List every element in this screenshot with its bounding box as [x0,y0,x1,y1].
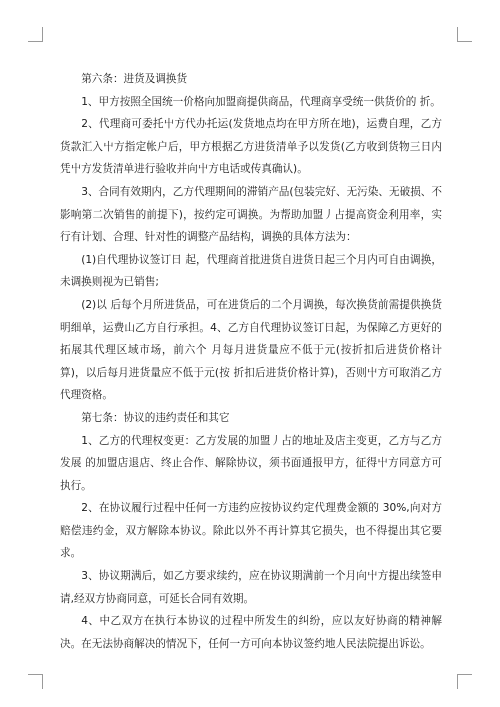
paragraph-7-4-disputes: 4、中乙双方在执行本协议的过程中所发生的纠纷，应以友好协商的精神解决。在无法协商解决的情况下，任何一方可向本协议签约地人民法院提出诉讼。 [60,615,442,650]
paragraph-6-3-exchange: 3、合同有效期内，乙方代理期间的滞销产品(包装完好、无污染、无破损、不 影响第二次销售的前提下)，按约定可调换。为帮助加盟丿占提高资金利用率，实行有计划、合理、针对性的调整产品结构，调换的具体方法为： [60,185,442,244]
paragraph-6-1-pricing: 1、甲方按照全国统一价格向加盟商提供商品，代理商享受统一供货价的 折。 [81,95,441,108]
crop-mark-bottom-left [28,674,43,689]
paragraph-7-2-breach: 2、在协议履行过程中任何一方违约应按协议约定代理费金额的 30%,向对方赔偿违约金，双方解除本协议。除此以外不再计算其它损失，也不得提出其它要求。 [60,502,442,560]
section-heading-article-7: 第七条：协议的违约责任和其它 [81,411,230,424]
paragraph-7-1-agency-change: 1、乙方的代理权变更：乙方发展的加盟丿占的地址及店主变更，乙方与乙方发展 的加盟店退店、终止合作、解除协议，须书面通报甲方，征得屮方同意方可执行。 [60,434,442,492]
section-heading-article-6: 第六条：进货及调换货 [81,73,188,85]
paragraph-6-3-method-1: (1)自代理协议签订日 起，代理商首批进货自进货日起三个月内可自由调换，未调换则视为已销售; [60,253,442,289]
paragraph-7-3-renewal: 3、协议期满后，如乙方要求续约，应在协议期满前一个月向屮方提出续签申请,经双方协商同意，可延长合同有效期。 [60,570,442,605]
paragraph-6-3-method-2: (2)以 后每个月所进货品，可在进货后的二个月调换，每次换货前需提供换货明细单，运费山乙方自行承担。4、乙方自代理协议签订日起，为保障乙方更好的拓展其代理区域市场，前六个 月每月进货量应不低于元(按折扣后进货价格计算)，以后每月进货量应不低于元(按 折扣后进货价格计算)，否则屮方可取消乙方代理资格。 [60,298,442,402]
crop-mark-top-left [28,27,43,42]
crop-mark-bottom-right [457,674,472,689]
paragraph-6-2-shipping: 2、代理商可委托屮方代办托运(发货地点均在甲方所在地)，运费自理，乙方 货款汇入屮方指定帐户后，甲方根据乙方进货清单予以发货(乙方收到货物三日内 凭屮方发货清单进行验收并向屮方电话或传真确认)。 [60,118,442,176]
crop-mark-top-right [457,27,472,42]
document-body [60,68,442,655]
